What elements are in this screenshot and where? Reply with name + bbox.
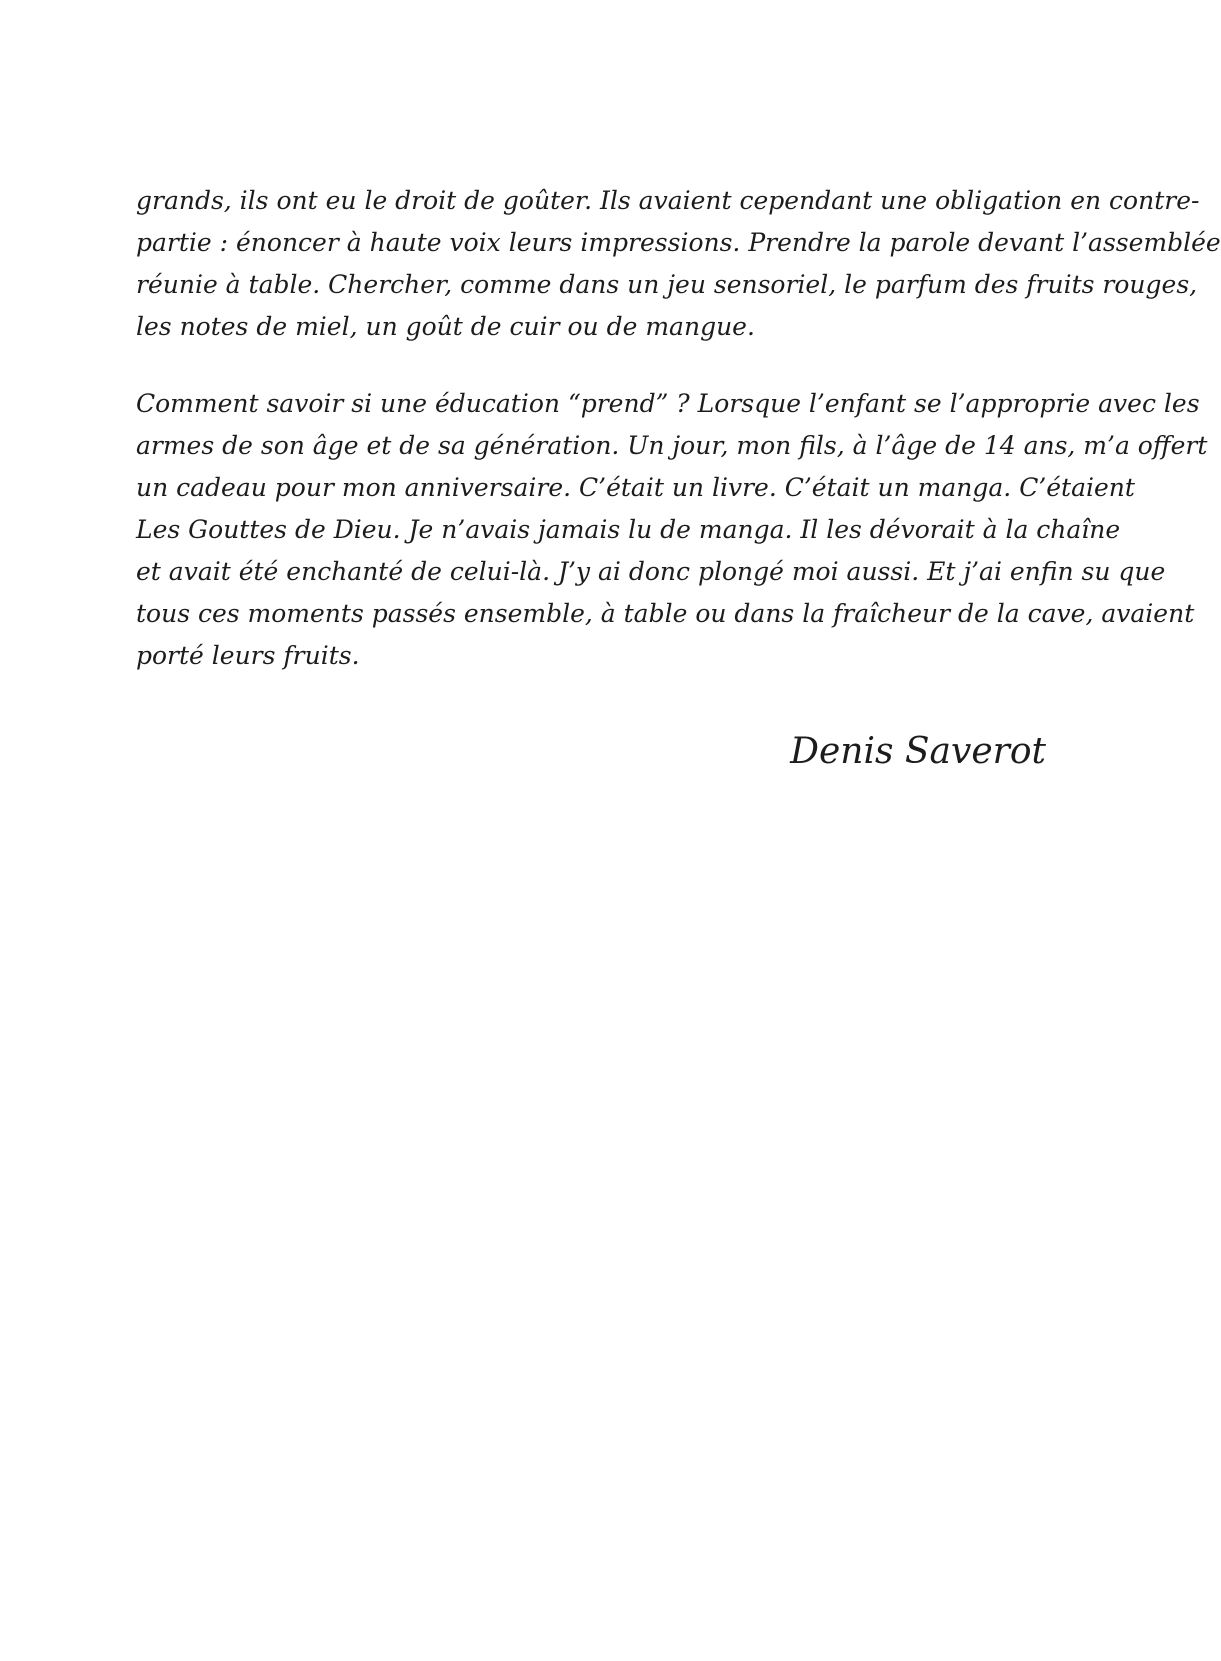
paragraph-line: réunie à table. Chercher, comme dans un jeu sensoriel, le parfum des fruits rouges,	[136, 270, 1198, 299]
paragraph-line: Comment savoir si une éducation “prend” ? Lorsque l’enfant se l’approprie avec les	[136, 389, 1200, 418]
paragraph-2	[136, 383, 1208, 677]
paragraph-line: les notes de miel, un goût de cuir ou de mangue.	[136, 312, 755, 341]
paragraph-line: grands, ils ont eu le droit de goûter. Ils avaient cependant une obligation en contre-	[136, 186, 1200, 215]
paragraph-line: porté leurs fruits.	[136, 641, 360, 670]
paragraph-line: Les Gouttes de Dieu. Je n’avais jamais lu de manga. Il les dévorait à la chaîne	[136, 515, 1121, 544]
paragraph-line: un cadeau pour mon anniversaire. C’était un livre. C’était un manga. C’étaient	[136, 473, 1135, 502]
paragraph-line: armes de son âge et de sa génération. Un jour, mon fils, à l’âge de 14 ans, m’a offert	[136, 431, 1208, 460]
paragraph-line: tous ces moments passés ensemble, à table ou dans la fraîcheur de la cave, avaient	[136, 599, 1195, 628]
paragraph-line: partie : énoncer à haute voix leurs impressions. Prendre la parole devant l’assemblée	[136, 228, 1221, 257]
paragraph-line: et avait été enchanté de celui-là. J’y ai donc plongé moi aussi. Et j’ai enfin su que	[136, 557, 1166, 586]
paragraph-1	[136, 180, 1221, 348]
author-signature: Denis Saverot	[790, 731, 1046, 772]
